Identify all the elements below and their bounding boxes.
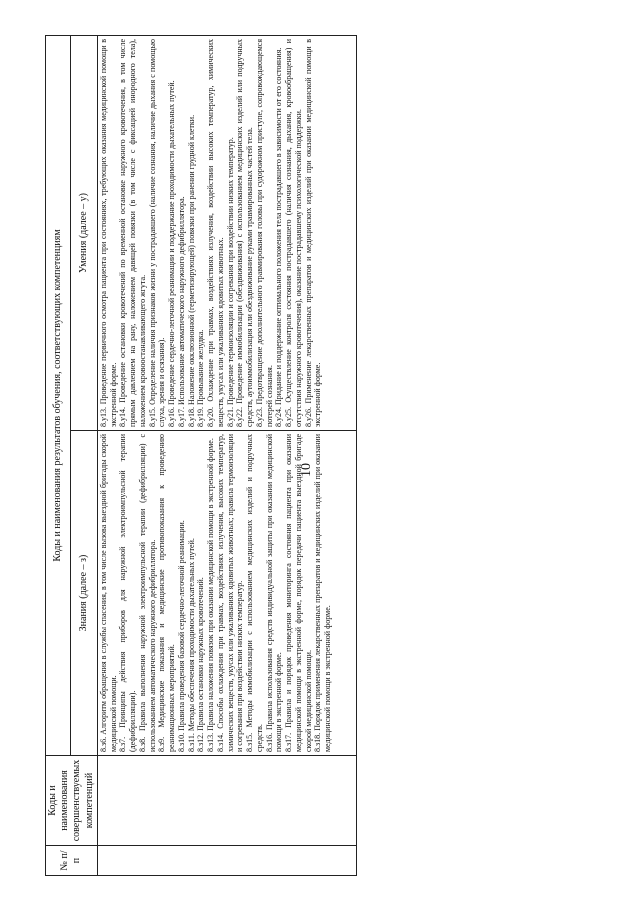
- skill-item: 8.у22. Проведение иммобилизации (обездвиживания) с использованием медицинских изделий или подручных средств, аутоиммобилизация или обездвиживание руками травмированных частей тела.: [235, 38, 254, 427]
- skill-item: 8.у25. Осуществление контроля состояния пострадавшего (наличия сознания, дыхания, кровообращения) и отсутствия наружного кровотечения), оказание пострадавшему психологической поддержки.: [284, 38, 303, 427]
- knowledge-item: 8.з14. Способы охлаждения при травмах, воздействиях излучения, высоких температур, химических веществ, укусах или ужаливаниях ядовитых животных; правила термоизоляции и согревания при воздействии низких температур.: [215, 434, 245, 752]
- skills-cell: [97, 35, 356, 430]
- knowledge-item: 8.з13. Правила наложения повязок при оказании медицинской помощи в экстренной форме.: [206, 438, 215, 752]
- skill-item: 8.у17. Использование автоматического наружного дефибриллятора.: [176, 196, 186, 427]
- knowledge-item: 8.з6. Алгоритм обращения в службы спасения, в том числе вызова выездной бригады скорой медицинской помощи.: [98, 434, 118, 752]
- header-codes: Коды и наименования совершенствуемых компетенций: [46, 756, 98, 846]
- knowledge-item: 8.з18. Порядок применения лекарственных препаратов и медицинских изделий при оказании медицинской помощи в экстренной форме.: [313, 434, 332, 752]
- skill-item: 8.у16. Проведение сердечно-легочной реанимации и поддержание проходимости дыхательных путей.: [167, 80, 176, 427]
- skill-item: 8.у20. Охлаждение при травмах, воздействиях излучения, воздействии высоких температур, химических веществ, укусах или ужаливаниях ядовитых животных.: [206, 38, 225, 427]
- skill-item: 8.у24. Придание и поддержание оптимального положения тела пострадавшего в зависимости от его состояния.: [274, 47, 284, 427]
- header-results: Коды и наименования результатов обучения, соответствующих компетенциям: [46, 35, 71, 755]
- knowledge-cell: [97, 431, 356, 756]
- skill-item: 8.у21. Проведение термоизоляции и согревания при воздействии низких температур.: [225, 137, 235, 427]
- skill-item: 8.у26. Применение лекарственных препаратов и медицинских изделий при оказании медицинской помощи в экстренной форме.: [303, 38, 323, 427]
- skill-item: 8.у13. Проведение первичного осмотра пациента при состояниях, требующих оказания медицинской помощи в экстренной форме.: [98, 38, 118, 427]
- skill-item: 8.у15. Определение наличия признаков жизни у пострадавшего (наличие сознания, наличие дыхания с помощью слуха, зрения и осязания).: [147, 38, 167, 427]
- skill-item: 8.у18. Наложение окклюзионной (герметизирующей) повязки при ранении грудной клетки.: [186, 114, 196, 427]
- knowledge-item: 8.з10. Правила проведения базовой сердечно-легочной реанимации.: [176, 520, 186, 752]
- knowledge-item: 8.з16. Правила использования средств индивидуальной защиты при оказании медицинской помощи в экстренной форме.: [264, 434, 284, 752]
- skill-item: 8.у23. Предотвращение дополнительного травмирования головы при судорожном приступе, сопровождающемся потерей сознания.: [254, 38, 274, 427]
- knowledge-item: 8.з11. Методы обеспечения проходимости дыхательных путей.: [186, 538, 196, 752]
- rotated-table-wrapper: [45, 36, 357, 876]
- knowledge-item: 8.з17. Правила и порядок проведения мониторинга состояния пациента при оказании медицинской помощи в экстренной форме, порядок передачи пациента выездной бригаде скорой медицинской помощи.: [284, 434, 313, 752]
- knowledge-item: 8.з9. Медицинские показания и медицинские противопоказания к проведению реанимационных мероприятий.: [157, 434, 176, 752]
- skill-item: 8.у14. Проведение остановки кровотечений по временной остановке наружного кровотечения, в том числе прямым давлением на рану, наложением давящей повязки (в том числе с фиксацией инородного тела), наложением кровоостанавливающего жгута.: [118, 38, 147, 427]
- competency-table: [45, 35, 357, 876]
- knowledge-item: 8.з8. Правила выполнения наружной электроимпульсной терапии (дефибрилляции) с использованием автоматического наружного дефибриллятора.: [137, 434, 157, 752]
- header-number: № п/п: [46, 846, 98, 876]
- knowledge-item: 8.з7. Принципы действия приборов для наружной электроимпульсной терапии (дефибрилляции).: [118, 434, 137, 752]
- knowledge-item: 8.з15. Методы иммобилизации с использованием медицинских изделий и подручных средств.: [245, 434, 264, 752]
- page-number: 10: [299, 463, 314, 477]
- row-number: [97, 846, 356, 876]
- header-skills: Умения (далее – у): [70, 35, 97, 430]
- skill-item: 8.у19. Промывание желудка.: [196, 329, 206, 427]
- header-knowledge: Знания (далее – з): [70, 431, 97, 756]
- table-row: [97, 35, 356, 875]
- knowledge-item: 8.з12. Правила остановки наружных кровотечений.: [196, 577, 206, 752]
- row-codes: [97, 756, 356, 846]
